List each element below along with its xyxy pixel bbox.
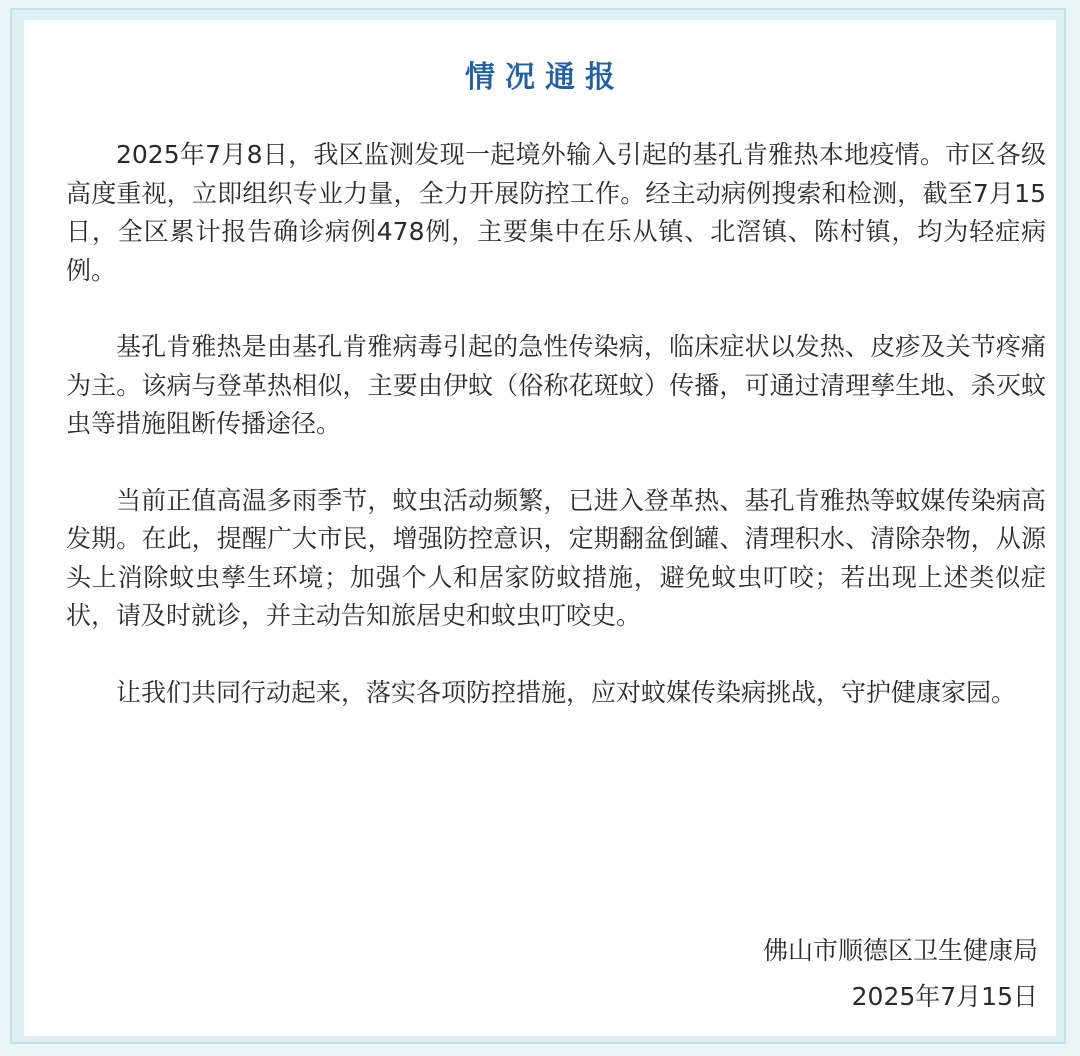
notice-paragraph-2: 基孔肯雅热是由基孔肯雅病毒引起的急性传染病，临床症状以发热、皮疹及关节疼痛为主。该病与登革热相似，主要由伊蚊（俗称花斑蚊）传播，可通过清理孳生地、杀灭蚊虫等措施阻断传播途径。 <box>66 332 1046 438</box>
signature-block <box>763 928 1038 1020</box>
notice-title: 情况通报 <box>465 60 625 95</box>
notice-body <box>66 136 1046 712</box>
issue-date: 2025年7月15日 <box>851 982 1038 1011</box>
notice-paper <box>24 20 1056 1036</box>
notice-paragraph-3: 当前正值高温多雨季节，蚊虫活动频繁，已进入登革热、基孔肯雅热等蚊媒传染病高发期。在此，提醒广大市民，增强防控意识，定期翻盆倒罐、清理积水、清除杂物，从源头上消除蚊虫孳生环境；加强个人和居家防蚊措施，避免蚊虫叮咬；若出现上述类似症状，请及时就诊，并主动告知旅居史和蚊虫叮咬史。 <box>66 485 1046 630</box>
notice-paragraph-1: 2025年7月8日，我区监测发现一起境外输入引起的基孔肯雅热本地疫情。市区各级高度重视，立即组织专业力量，全力开展防控工作。经主动病例搜索和检测，截至7月15日，全区累计报告确诊病例478例，主要集中在乐从镇、北滘镇、陈村镇，均为轻症病例。 <box>66 140 1046 285</box>
notice-paragraph-4: 让我们共同行动起来，落实各项防控措施，应对蚊媒传染病挑战，守护健康家园。 <box>116 677 1017 707</box>
issuer-name: 佛山市顺德区卫生健康局 <box>762 936 1038 965</box>
